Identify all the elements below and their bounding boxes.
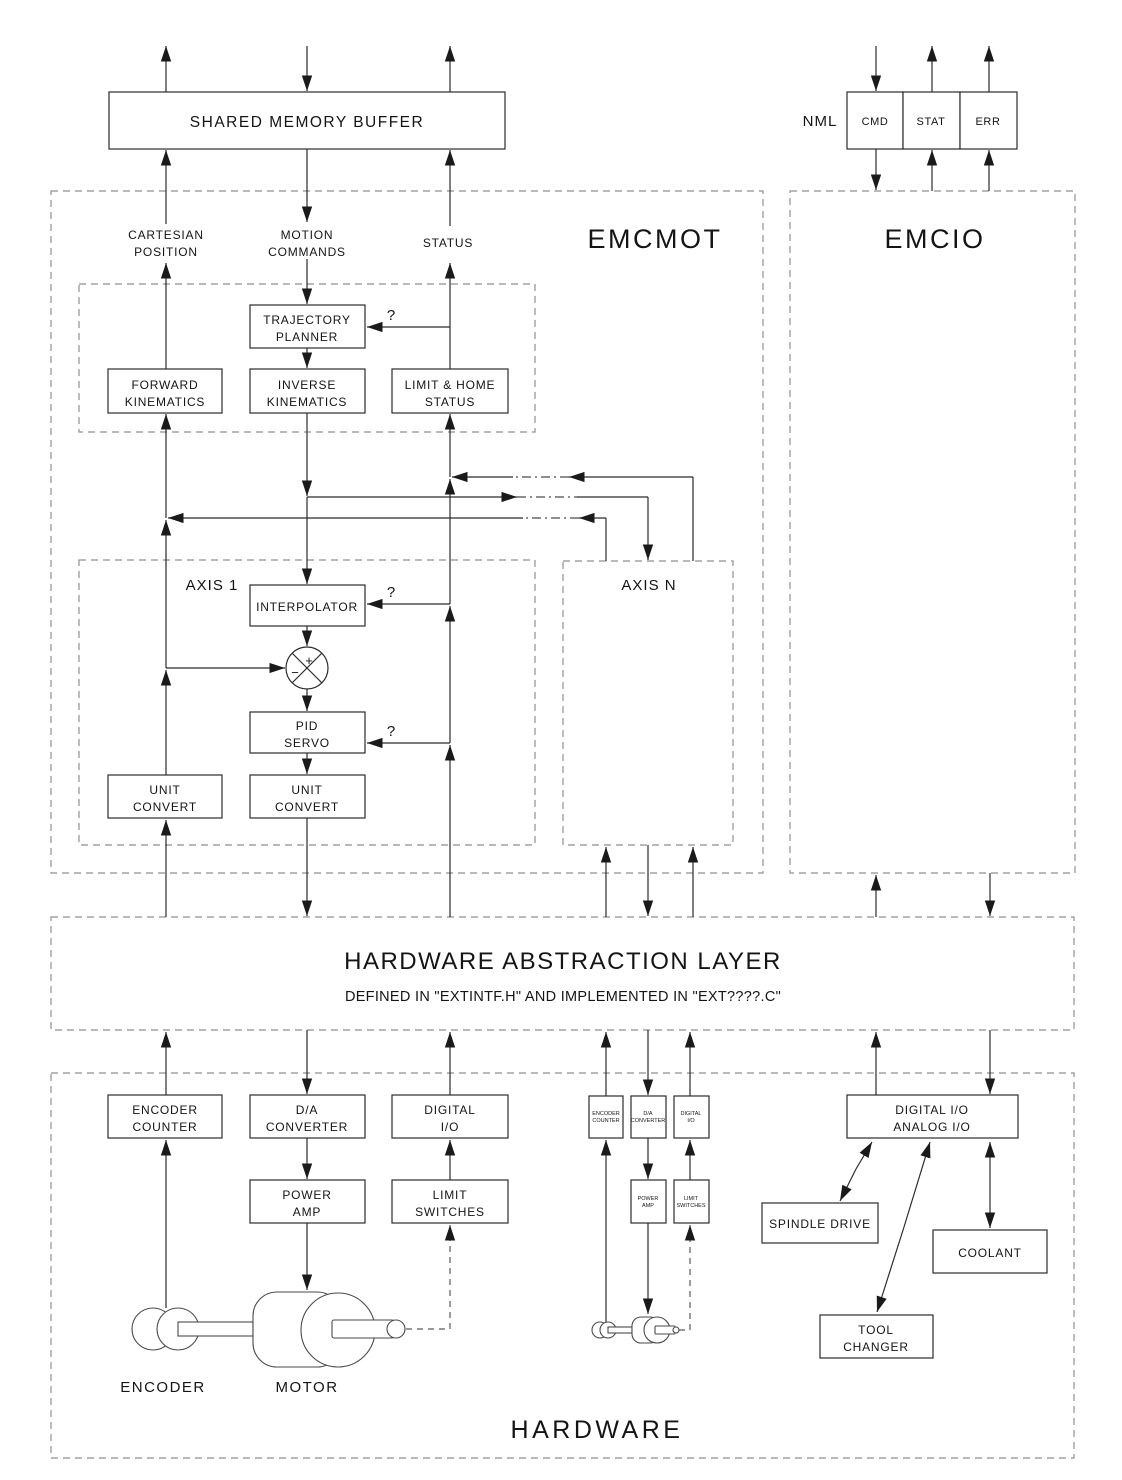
limit-switches-box	[392, 1180, 508, 1223]
emcio-container	[790, 191, 1075, 873]
status-label: STATUS	[422, 236, 474, 250]
encoder-motor-small-drawing	[592, 1317, 679, 1343]
da-converter-small-box	[631, 1096, 666, 1138]
limit-switches-small-box	[674, 1180, 709, 1223]
power-amp-box	[250, 1180, 365, 1223]
digital-analog-io-box	[847, 1095, 1018, 1138]
unit-convert-left-box	[108, 775, 222, 818]
svg-text:ENCODER: ENCODER	[132, 1103, 198, 1117]
svg-text:POWER: POWER	[637, 1196, 659, 1202]
svg-text:ENCODER: ENCODER	[592, 1111, 620, 1117]
small-motor-shaft-left	[608, 1327, 632, 1333]
cartesian-position-label-line2: POSITION	[134, 245, 198, 259]
encoder-label: ENCODER	[120, 1379, 206, 1396]
svg-text:D/A: D/A	[295, 1103, 319, 1117]
signal-labels	[128, 228, 473, 259]
svg-text:KINEMATICS: KINEMATICS	[266, 395, 348, 409]
svg-text:LIMIT: LIMIT	[683, 1196, 699, 1202]
svg-text:INVERSE: INVERSE	[277, 378, 337, 392]
emcmot-title: EMCMOT	[587, 224, 723, 254]
emcmot-container	[51, 191, 763, 873]
trajectory-planner-box	[250, 305, 365, 348]
nml-label: NML	[802, 113, 838, 130]
svg-text:SWITCHES: SWITCHES	[415, 1205, 485, 1219]
svg-text:CONVERTER: CONVERTER	[630, 1118, 666, 1124]
svg-text:PID: PID	[295, 719, 319, 733]
svg-text:AMP: AMP	[642, 1203, 654, 1209]
axisn-container	[563, 561, 733, 845]
limit-home-status-box	[392, 369, 508, 413]
svg-text:TRAJECTORY: TRAJECTORY	[263, 313, 351, 327]
svg-text:CONVERT: CONVERT	[132, 800, 198, 814]
svg-text:CHANGER: CHANGER	[843, 1340, 909, 1354]
digital-io-small-box	[674, 1096, 709, 1138]
forward-kinematics-box	[108, 369, 222, 413]
svg-text:COUNTER: COUNTER	[132, 1120, 198, 1134]
nml-cmd-label: CMD	[861, 116, 889, 128]
axisn-emcio-hal-connectors	[606, 845, 990, 917]
spindle-drive-box	[762, 1203, 878, 1243]
small-motor-shaft-right	[655, 1326, 675, 1334]
motion-commands-label-line1: MOTION	[280, 228, 334, 242]
question-mark-pid: ?	[386, 723, 396, 740]
svg-text:CONVERT: CONVERT	[274, 800, 340, 814]
svg-text:COUNTER: COUNTER	[592, 1118, 620, 1124]
cartesian-position-label-line1: CARTESIAN	[128, 228, 204, 242]
small-motor-shaft-cap	[673, 1327, 679, 1333]
svg-text:UNIT: UNIT	[291, 783, 323, 797]
shared-memory-buffer-label: SHARED MEMORY BUFFER	[189, 114, 425, 131]
motor-shaft-cap	[387, 1320, 405, 1338]
axis1-title: AXIS 1	[185, 577, 239, 594]
inverse-kinematics-box	[250, 369, 365, 413]
svg-text:SERVO: SERVO	[284, 736, 330, 750]
svg-text:DIGITAL: DIGITAL	[424, 1103, 476, 1117]
svg-text:SPINDLE DRIVE: SPINDLE DRIVE	[769, 1217, 871, 1231]
summing-junction	[286, 647, 328, 689]
hal-hardware-connectors	[166, 1030, 990, 1096]
nml-channel-boxes	[803, 92, 1017, 149]
motor-shaft-right	[332, 1320, 394, 1338]
svg-text:AMP: AMP	[292, 1205, 322, 1219]
nml-stat-label: STAT	[916, 116, 946, 128]
unit-convert-center-box	[250, 775, 365, 818]
summing-plus-sign: +	[305, 653, 313, 668]
svg-text:D/A: D/A	[643, 1111, 653, 1117]
svg-text:TOOL: TOOL	[858, 1323, 894, 1337]
motor-label: MOTOR	[275, 1379, 339, 1396]
question-mark-interpolator: ?	[386, 584, 396, 601]
hardware-title: HARDWARE	[510, 1416, 684, 1444]
pid-servo-box	[250, 712, 365, 753]
axisn-title: AXIS N	[621, 577, 677, 594]
hal-title: HARDWARE ABSTRACTION LAYER	[344, 948, 782, 975]
svg-text:INTERPOLATOR: INTERPOLATOR	[256, 600, 358, 614]
svg-text:CONVERTER: CONVERTER	[265, 1120, 349, 1134]
svg-text:UNIT: UNIT	[149, 783, 181, 797]
coolant-box	[933, 1230, 1047, 1273]
svg-text:SWITCHES: SWITCHES	[676, 1203, 706, 1209]
tool-changer-box	[820, 1315, 933, 1358]
motion-commands-label-line2: COMMANDS	[268, 245, 346, 259]
svg-text:PLANNER: PLANNER	[275, 330, 339, 344]
emcio-title: EMCIO	[884, 224, 986, 254]
axis-bus-connectors	[166, 413, 693, 668]
svg-text:LIMIT: LIMIT	[432, 1188, 468, 1202]
hal-subtitle: DEFINED IN "EXTINTF.H" AND IMPLEMENTED IN "EXT????.C"	[344, 989, 782, 1005]
svg-text:ANALOG I/O: ANALOG I/O	[893, 1120, 971, 1134]
svg-text:I/O: I/O	[440, 1120, 460, 1134]
encoder-motor-drawing	[120, 1292, 405, 1396]
shared-memory-buffer-box	[109, 92, 505, 149]
svg-text:DIGITAL: DIGITAL	[680, 1111, 702, 1117]
svg-text:DIGITAL I/O: DIGITAL I/O	[895, 1103, 969, 1117]
svg-text:LIMIT & HOME: LIMIT & HOME	[404, 378, 496, 392]
svg-text:FORWARD: FORWARD	[131, 378, 199, 392]
svg-text:POWER: POWER	[282, 1188, 332, 1202]
nml-err-label: ERR	[975, 116, 1001, 128]
summing-minus-sign: −	[291, 665, 299, 680]
svg-text:STATUS: STATUS	[424, 395, 476, 409]
power-amp-small-box	[631, 1180, 666, 1223]
svg-text:I/O: I/O	[687, 1118, 695, 1124]
svg-text:KINEMATICS: KINEMATICS	[124, 395, 206, 409]
encoder-counter-box	[108, 1095, 222, 1138]
hal-titles	[344, 948, 782, 1005]
digital-io-box	[392, 1095, 508, 1138]
da-converter-box	[250, 1095, 365, 1138]
encoder-counter-small-box	[589, 1096, 623, 1138]
interpolator-box	[250, 585, 365, 626]
svg-text:COOLANT: COOLANT	[958, 1246, 1022, 1260]
motor-shaft-left	[178, 1322, 253, 1336]
question-mark-trajectory: ?	[386, 307, 396, 324]
